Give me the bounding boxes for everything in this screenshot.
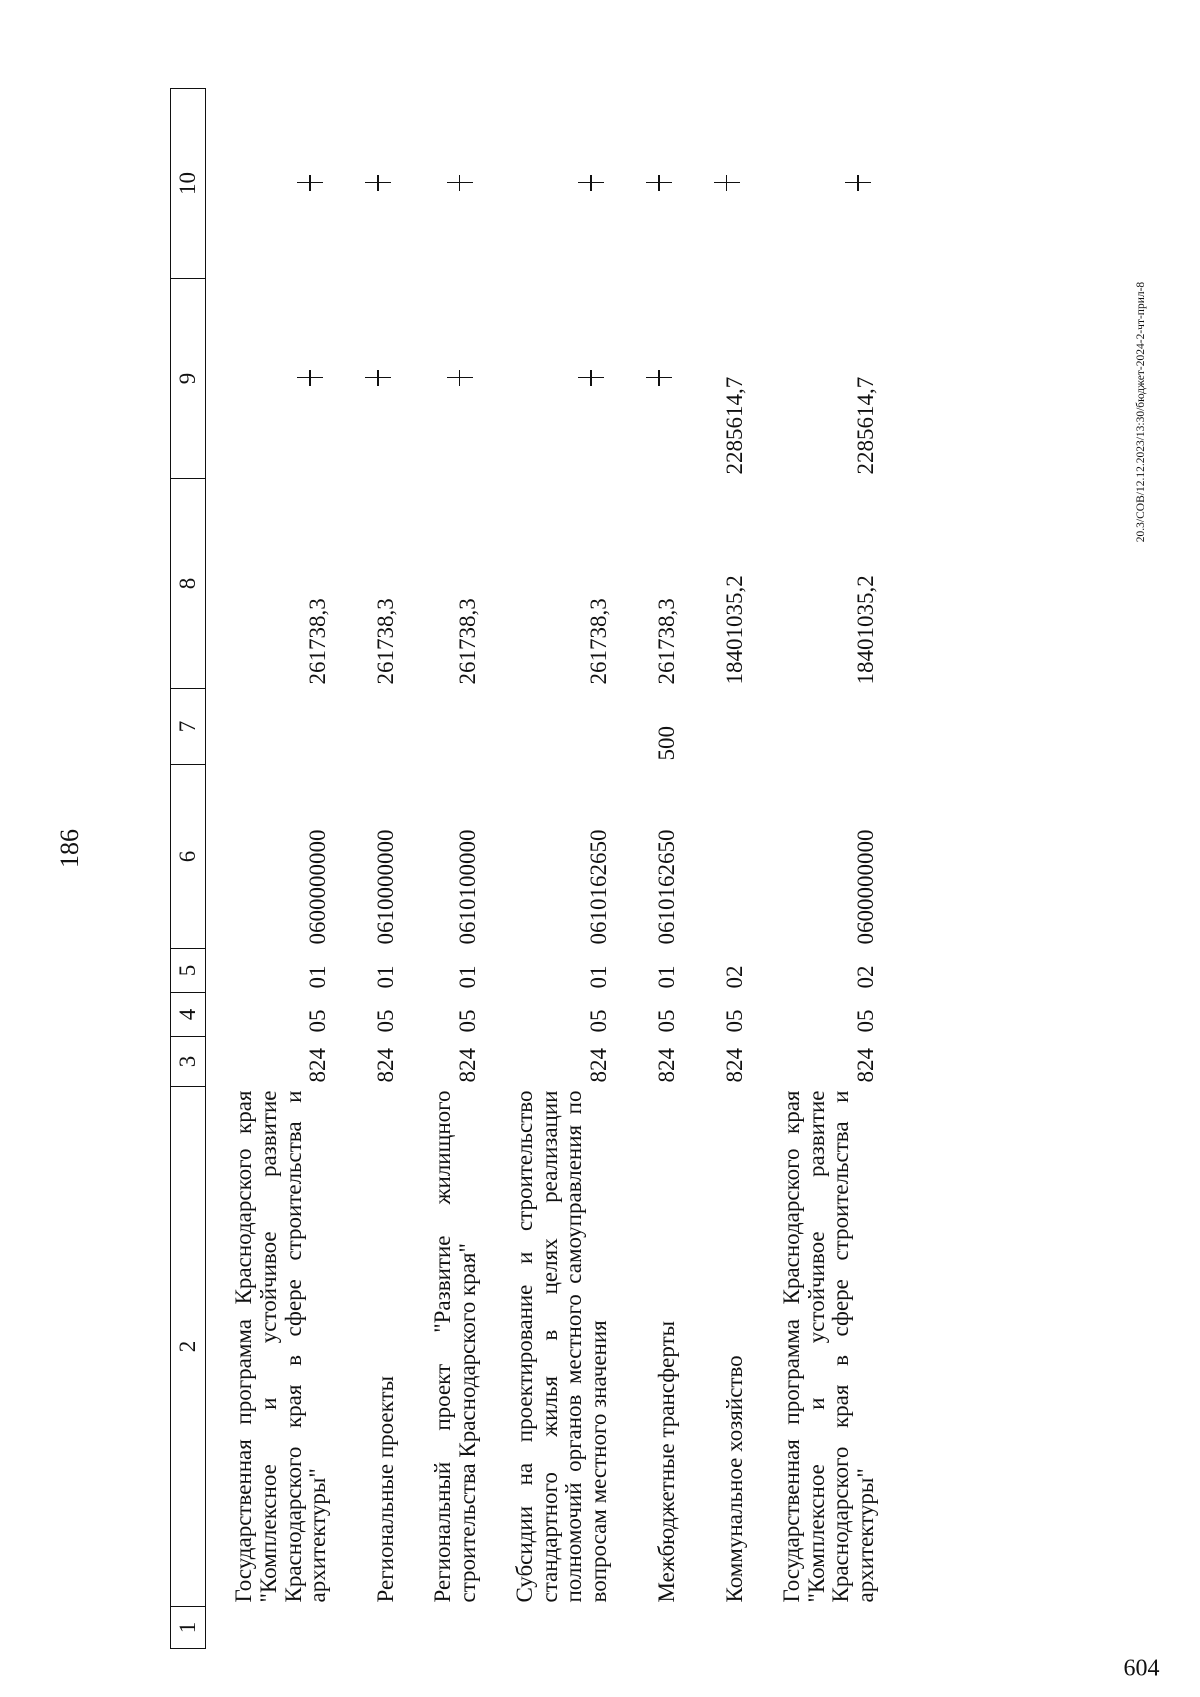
cell-col-6 — [686, 765, 754, 949]
cell-col-2: Региональный проект "Развитие жилищного строительства Краснодарского края" — [430, 1090, 480, 1603]
cell-col-6: 0610162650 — [586, 829, 612, 945]
table-row — [487, 89, 618, 1649]
cell-col-5: 02 — [853, 965, 879, 989]
column-header-1: 1 — [171, 1607, 206, 1649]
cell-col-3: 824 — [373, 1048, 399, 1083]
cell-col-1 — [405, 1607, 487, 1649]
cell-col-5: 01 — [586, 965, 612, 989]
cell-col-4: 05 — [586, 1009, 612, 1033]
cell-col-6: 0610100000 — [454, 829, 480, 945]
dash-mark — [644, 93, 674, 275]
cell-col-3: 824 — [454, 1048, 480, 1083]
cell-col-10 — [405, 89, 487, 279]
cell-col-9 — [405, 279, 487, 479]
dash-mark — [576, 93, 606, 275]
cell-col-5: 01 — [373, 965, 399, 989]
cell-col-5: 01 — [454, 965, 480, 989]
cell-col-10 — [206, 89, 338, 279]
cell-col-5: 01 — [654, 965, 680, 989]
cell-col-4: 05 — [654, 1009, 680, 1033]
cell-col-9: 2285614,7 — [721, 376, 747, 475]
cell-col-8: 261738,3 — [654, 598, 680, 685]
table-header — [171, 89, 206, 1649]
column-header-5: 5 — [171, 949, 206, 993]
cell-col-4: 05 — [721, 1009, 747, 1033]
cell-col-10 — [337, 89, 405, 279]
cell-col-6: 0610000000 — [373, 829, 399, 945]
cell-col-1 — [686, 1607, 754, 1649]
column-header-4: 4 — [171, 993, 206, 1037]
cell-col-3: 824 — [853, 1048, 879, 1083]
document-reference: 20.3/СОВ/12.12.2023/13:30/бюджет-2024-2-чт-прил-8 — [1135, 281, 1147, 543]
dash-mark — [363, 93, 393, 275]
column-header-9: 9 — [171, 279, 206, 479]
cell-col-8: 261738,3 — [586, 598, 612, 685]
table-row — [686, 89, 754, 1649]
cell-col-10 — [686, 89, 754, 279]
cell-col-8: 18401035,2 — [721, 575, 747, 685]
table-body — [206, 89, 886, 1649]
dash-mark — [445, 93, 475, 275]
column-header-6: 6 — [171, 765, 206, 949]
dash-mark — [363, 283, 393, 475]
dash-mark — [445, 283, 475, 475]
cell-col-5: 02 — [721, 965, 747, 989]
cell-col-9 — [618, 279, 686, 479]
budget-table — [170, 88, 885, 1649]
cell-col-9 — [337, 279, 405, 479]
cell-col-8: 261738,3 — [373, 598, 399, 685]
cell-col-7 — [487, 689, 618, 765]
page-number: 186 — [55, 829, 84, 868]
cell-col-8: 261738,3 — [454, 598, 480, 685]
cell-col-7 — [754, 689, 885, 765]
cell-col-8: 261738,3 — [305, 598, 331, 685]
cell-col-2: Региональные проекты — [373, 1375, 399, 1603]
cell-col-1 — [337, 1607, 405, 1649]
cell-col-4: 05 — [454, 1009, 480, 1033]
cell-col-7 — [206, 689, 338, 765]
cell-col-6: 0600000000 — [305, 829, 331, 945]
column-header-10: 10 — [171, 89, 206, 279]
table-row — [405, 89, 487, 1649]
cell-col-7 — [686, 689, 754, 765]
cell-col-10 — [618, 89, 686, 279]
cell-col-2: Государственная программа Краснодарского края "Комплексное и устойчивое развитие Краснодарского края в сфере строительства и архитектуры" — [778, 1090, 879, 1603]
table-row — [618, 89, 686, 1649]
dash-mark — [843, 93, 873, 275]
cell-col-7 — [337, 689, 405, 765]
cell-col-3: 824 — [305, 1048, 331, 1083]
table-row — [206, 89, 338, 1649]
cell-col-2: Субсидии на проектирование и строительство стандартного жилья в целях реализации полномочий органов местного самоуправления по вопросам местного значения — [511, 1090, 612, 1603]
column-header-7: 7 — [171, 689, 206, 765]
cell-col-3: 824 — [586, 1048, 612, 1083]
cell-col-6: 0600000000 — [853, 829, 879, 945]
cell-col-6: 0610162650 — [654, 829, 680, 945]
header-row — [171, 89, 206, 1649]
table-row — [754, 89, 885, 1649]
cell-col-3: 824 — [654, 1048, 680, 1083]
column-header-2: 2 — [171, 1087, 206, 1607]
dash-mark — [295, 93, 325, 275]
cell-col-4: 05 — [373, 1009, 399, 1033]
cell-col-9 — [487, 279, 618, 479]
cell-col-10 — [487, 89, 618, 279]
cell-col-5: 01 — [305, 965, 331, 989]
dash-mark — [576, 283, 606, 475]
column-header-3: 3 — [171, 1037, 206, 1087]
cell-col-3: 824 — [721, 1048, 747, 1083]
cell-col-7 — [405, 689, 487, 765]
cell-col-1 — [206, 1607, 338, 1649]
cell-col-8: 18401035,2 — [853, 575, 879, 685]
sheet-number: 604 — [1123, 1655, 1160, 1682]
cell-col-1 — [754, 1607, 885, 1649]
cell-col-2: Государственная программа Краснодарского края "Комплексное и устойчивое развитие Краснодарского края в сфере строительства и архитектуры" — [231, 1090, 331, 1603]
dash-mark — [295, 283, 325, 475]
cell-col-9 — [206, 279, 338, 479]
cell-col-2: Межбюджетные трансферты — [654, 1320, 680, 1603]
column-header-8: 8 — [171, 479, 206, 689]
cell-col-1 — [487, 1607, 618, 1649]
cell-col-7: 500 — [654, 726, 680, 761]
cell-col-4: 05 — [853, 1009, 879, 1033]
cell-col-9: 2285614,7 — [853, 376, 879, 475]
dash-mark — [712, 93, 742, 275]
cell-col-4: 05 — [305, 1009, 331, 1033]
table-row — [337, 89, 405, 1649]
cell-col-2: Коммунальное хозяйство — [721, 1355, 747, 1603]
dash-mark — [644, 283, 674, 475]
cell-col-1 — [618, 1607, 686, 1649]
cell-col-10 — [754, 89, 885, 279]
